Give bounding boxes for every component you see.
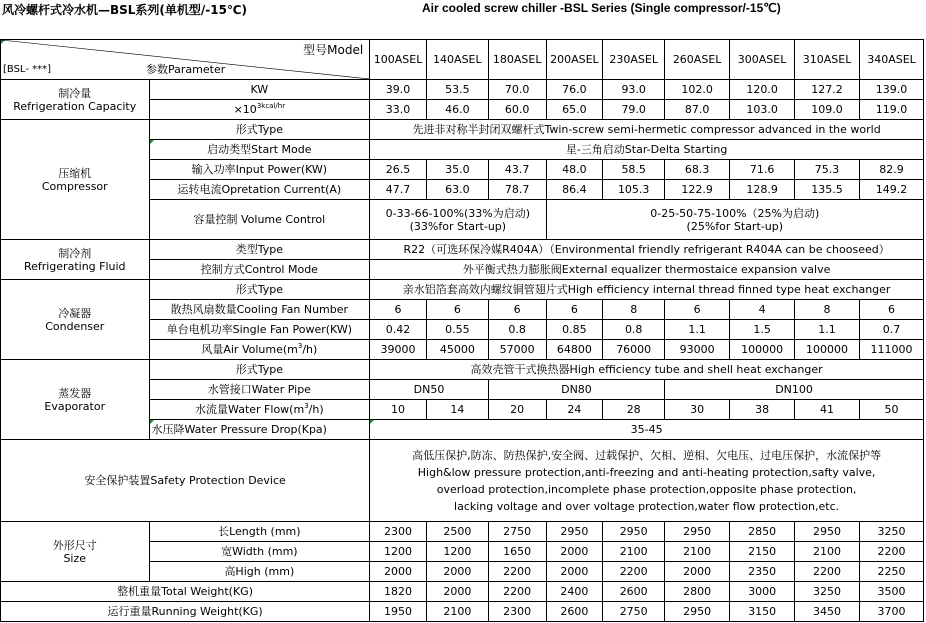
row-label: 长Length (mm) (149, 522, 370, 542)
value-cell: 0.85 (546, 320, 603, 340)
group-refrigerant (1, 240, 150, 280)
group-refrigeration (1, 80, 150, 120)
span-value: 先进非对称半封闭双螺杆式Twin-screw semi-hermetic compressor advanced in the world (370, 120, 924, 140)
volume-control-a (370, 200, 546, 240)
pressure-drop-value: 35-45 (630, 423, 663, 436)
value-cell: 2100 (426, 602, 488, 622)
safety-value (370, 440, 924, 522)
row-label: 形式Type (149, 360, 370, 380)
value-cell: 3000 (730, 582, 795, 602)
value-cell: 79.0 (603, 100, 665, 120)
value-cell: 6 (546, 300, 603, 320)
value-cell: 64800 (546, 340, 603, 360)
value-cell: 1.1 (665, 320, 730, 340)
flow-label-end: /h) (308, 403, 324, 416)
value-cell: 2200 (795, 562, 860, 582)
value-cell: 75.3 (795, 160, 860, 180)
value-cell: 2800 (665, 582, 730, 602)
row-safety (1, 440, 924, 522)
model-cell: 340ASEL (860, 40, 924, 80)
row-evaporator-type (1, 360, 924, 380)
title-english: Air cooled screw chiller -BSL Series (Single compressor/-15℃) (422, 1, 781, 15)
value-cell: 47.7 (370, 180, 427, 200)
value-cell: 128.9 (730, 180, 795, 200)
value-cell: 6 (426, 300, 488, 320)
spec-table (0, 39, 924, 622)
value-cell: 45000 (426, 340, 488, 360)
value-cell: 71.6 (730, 160, 795, 180)
row-length (1, 522, 924, 542)
row-condenser-type (1, 280, 924, 300)
value-cell: 3150 (730, 602, 795, 622)
value-cell: 120.0 (730, 80, 795, 100)
pipe-value: DN80 (488, 380, 664, 400)
value-cell: 0.42 (370, 320, 427, 340)
value-cell: 2950 (665, 522, 730, 542)
value-cell: 0.7 (860, 320, 924, 340)
value-cell: 41 (795, 400, 860, 420)
span-value: R22（可选环保冷媒R404A）（Environmental friendly refrigerant R404A can be chooseed） (370, 240, 924, 260)
value-cell: 2200 (603, 562, 665, 582)
value-cell: 6 (860, 300, 924, 320)
kcal-label: ×10 (233, 103, 257, 116)
value-cell: 2000 (426, 562, 488, 582)
group-condenser (1, 280, 150, 360)
group-label-en: Compressor (41, 179, 108, 193)
value-cell: 3450 (795, 602, 860, 622)
value-cell: 2300 (370, 522, 427, 542)
value-cell: 60.0 (488, 100, 546, 120)
value-cell: 2000 (546, 562, 603, 582)
group-label-en: Size (63, 551, 87, 565)
span-value: 星-三角启动Star-Delta Starting (370, 140, 924, 160)
air-label-sup: 3 (297, 342, 303, 350)
pipe-value: DN50 (370, 380, 489, 400)
row-label: 宽Width (mm) (149, 542, 370, 562)
value-cell: 2100 (795, 542, 860, 562)
group-label-cn: 制冷剂 (58, 246, 92, 260)
group-label-en: Evaporator (44, 399, 106, 413)
value-cell: 0.55 (426, 320, 488, 340)
value-cell: 93000 (665, 340, 730, 360)
value-cell: 1.5 (730, 320, 795, 340)
value-cell: 3250 (860, 522, 924, 542)
value-cell: 2750 (603, 602, 665, 622)
value-cell: 2500 (426, 522, 488, 542)
value-cell: 57000 (488, 340, 546, 360)
value-cell: 48.0 (546, 160, 603, 180)
row-label: 散热风扇数量Cooling Fan Number (149, 300, 370, 320)
group-label-cn: 蒸发器 (58, 386, 92, 400)
value-cell: 65.0 (546, 100, 603, 120)
value-cell: 2000 (546, 542, 603, 562)
value-cell: 1200 (426, 542, 488, 562)
value-cell: 2000 (370, 562, 427, 582)
header-diagonal-cell (1, 40, 370, 80)
value-cell: 76000 (603, 340, 665, 360)
row-label: KW (149, 80, 370, 100)
model-cell: 180ASEL (488, 40, 546, 80)
value-cell: 100000 (795, 340, 860, 360)
model-cell: 260ASEL (665, 40, 730, 80)
value-cell: 58.5 (603, 160, 665, 180)
value-cell: 139.0 (860, 80, 924, 100)
value-cell: 0.8 (488, 320, 546, 340)
kcal-unit: 3kcal/hr (256, 102, 286, 110)
group-label-cn: 冷凝器 (58, 306, 92, 320)
value-cell: 63.0 (426, 180, 488, 200)
safety-label: 安全保护装置Safety Protection Device (1, 440, 370, 522)
value-cell: 6 (665, 300, 730, 320)
value-cell: 2100 (603, 542, 665, 562)
value-cell: 4 (730, 300, 795, 320)
row-running-weight (1, 602, 924, 622)
parameter-label: 参数Parameter (146, 63, 226, 76)
volume-control-b (546, 200, 923, 240)
group-label-en: Condenser (45, 319, 105, 333)
group-compressor (1, 120, 150, 240)
value-cell: 135.5 (795, 180, 860, 200)
bsl-label: [BSL- ***] (3, 64, 52, 75)
model-cell: 100ASEL (370, 40, 427, 80)
group-label-en: Refrigerating Fluid (23, 259, 126, 273)
value-cell: 1950 (370, 602, 427, 622)
row-label: 类型Type (149, 240, 370, 260)
value-cell: 35.0 (426, 160, 488, 180)
value-cell: 8 (603, 300, 665, 320)
value-cell: 2200 (488, 562, 546, 582)
value-cell: 53.5 (426, 80, 488, 100)
row-label (149, 340, 370, 360)
model-cell: 230ASEL (603, 40, 665, 80)
value-cell: 102.0 (665, 80, 730, 100)
safety-line-4: lacking voltage and over voltage protection,water flow protection,etc. (454, 499, 840, 513)
value-cell: 2350 (730, 562, 795, 582)
value-cell: 14 (426, 400, 488, 420)
row-label: 运转电流Opretation Current(A) (149, 180, 370, 200)
row-label (149, 400, 370, 420)
value-cell: 2950 (665, 602, 730, 622)
value-cell: 122.9 (665, 180, 730, 200)
model-cell: 310ASEL (795, 40, 860, 80)
span-value: 亲水铝箔套高效内螺纹铜管翅片式High efficiency internal thread finned type heat exchanger (370, 280, 924, 300)
value-cell: 10 (370, 400, 427, 420)
value-cell: 2400 (546, 582, 603, 602)
volume-b-line2: (25%for Start-up) (686, 219, 783, 233)
value-cell: 2000 (665, 562, 730, 582)
value-cell: 28 (603, 400, 665, 420)
group-evaporator (1, 360, 150, 440)
pipe-value: DN100 (665, 380, 924, 400)
model-label: 型号Model (303, 43, 364, 57)
row-total-weight (1, 582, 924, 602)
row-label: 控制方式Control Mode (149, 260, 370, 280)
start-mode-label: 启动类型Start Mode (207, 143, 312, 156)
volume-a-line2: (33%for Start-up) (409, 219, 507, 233)
value-cell: 6 (488, 300, 546, 320)
value-cell: 87.0 (665, 100, 730, 120)
value-cell: 50 (860, 400, 924, 420)
value-cell: 1820 (370, 582, 427, 602)
row-label (149, 140, 370, 160)
value-cell: 2300 (488, 602, 546, 622)
air-label: 风量Air Volume(m (201, 343, 298, 356)
value-cell: 109.0 (795, 100, 860, 120)
group-size (1, 522, 150, 582)
air-label-end: /h) (302, 343, 318, 356)
value-cell: 0.8 (603, 320, 665, 340)
value-cell: 111000 (860, 340, 924, 360)
value-cell: 38 (730, 400, 795, 420)
value-cell: 2150 (730, 542, 795, 562)
value-cell: 2250 (860, 562, 924, 582)
value-cell: 8 (795, 300, 860, 320)
title-chinese: 风冷螺杆式冷水机—BSL系列(单机型/-15℃) (2, 3, 247, 17)
row-label: 运行重量Running Weight(KG) (1, 602, 370, 622)
model-cell: 200ASEL (546, 40, 603, 80)
value-cell: 127.2 (795, 80, 860, 100)
value-cell: 105.3 (603, 180, 665, 200)
value-cell: 119.0 (860, 100, 924, 120)
value-cell: 30 (665, 400, 730, 420)
volume-b-line1: 0-25-50-75-100%（25%为启动) (650, 206, 820, 220)
value-cell: 33.0 (370, 100, 427, 120)
model-cell: 300ASEL (730, 40, 795, 80)
cell-marker-icon (150, 420, 154, 424)
value-cell: 26.5 (370, 160, 427, 180)
value-cell: 149.2 (860, 180, 924, 200)
pressure-drop-label: 水压降Water Pressure Drop(Kpa) (151, 423, 327, 436)
value-cell: 86.4 (546, 180, 603, 200)
value-cell: 1.1 (795, 320, 860, 340)
row-label: 形式Type (149, 280, 370, 300)
safety-line-3: overload protection,incomplete phase protection,opposite phase protection, (436, 482, 857, 496)
value-cell: 78.7 (488, 180, 546, 200)
value-cell: 43.7 (488, 160, 546, 180)
value-cell: 2950 (795, 522, 860, 542)
row-label: 整机重量Total Weight(KG) (1, 582, 370, 602)
value-cell: 2950 (603, 522, 665, 542)
row-label: 形式Type (149, 120, 370, 140)
value-cell: 68.3 (665, 160, 730, 180)
value-cell: 2200 (488, 582, 546, 602)
value-cell: 70.0 (488, 80, 546, 100)
header-row (1, 40, 924, 80)
value-cell: 2600 (546, 602, 603, 622)
value-cell: 1200 (370, 542, 427, 562)
row-label: 输入功率Input Power(KW) (149, 160, 370, 180)
value-cell: 2600 (603, 582, 665, 602)
row-label (149, 100, 370, 120)
value-cell: 2950 (546, 522, 603, 542)
value-cell: 3700 (860, 602, 924, 622)
value-cell: 82.9 (860, 160, 924, 180)
value-cell: 20 (488, 400, 546, 420)
model-cell: 140ASEL (426, 40, 488, 80)
value-cell: 2750 (488, 522, 546, 542)
row-label: 高High (mm) (149, 562, 370, 582)
row-label: 水管接口Water Pipe (149, 380, 370, 400)
value-cell: 2000 (426, 582, 488, 602)
flow-label-sup: 3 (304, 402, 309, 410)
flow-label: 水流量Water Flow(m (195, 403, 305, 416)
group-label-cn: 外形尺寸 (52, 538, 97, 552)
value-cell: 39.0 (370, 80, 427, 100)
row-refrigerant-type (1, 240, 924, 260)
value-cell: 103.0 (730, 100, 795, 120)
value-cell: 93.0 (603, 80, 665, 100)
value-cell: 3250 (795, 582, 860, 602)
value-cell: 3500 (860, 582, 924, 602)
cell-marker-icon (370, 420, 374, 424)
safety-line-1: 高低压保护,防冻、防热保护,安全阀、过载保护、欠相、逆相、欠电压、过电压保护，水流保护等 (412, 448, 882, 462)
value-cell: 2100 (665, 542, 730, 562)
value-cell: 2850 (730, 522, 795, 542)
value-cell: 1650 (488, 542, 546, 562)
row-compressor-type (1, 120, 924, 140)
value-cell: 6 (370, 300, 427, 320)
row-label (149, 420, 370, 440)
volume-a-line1: 0-33-66-100%(33%为启动) (385, 206, 531, 220)
value-cell: 76.0 (546, 80, 603, 100)
value-cell: 24 (546, 400, 603, 420)
group-label-en: Refrigeration Capacity (13, 99, 137, 113)
span-value (370, 420, 924, 440)
value-cell: 100000 (730, 340, 795, 360)
group-label-cn: 压缩机 (58, 166, 92, 180)
row-label: 单台电机功率Single Fan Power(KW) (149, 320, 370, 340)
group-label-cn: 制冷量 (58, 86, 92, 100)
row-label: 容量控制 Volume Control (149, 200, 370, 240)
value-cell: 46.0 (426, 100, 488, 120)
span-value: 外平衡式热力膨胀阀External equalizer thermostaice expansion valve (370, 260, 924, 280)
cell-marker-icon (150, 140, 154, 144)
safety-line-2: High&low pressure protection,anti-freezing and anti-heating protection,safty valve, (417, 465, 876, 479)
row-capacity-kw (1, 80, 924, 100)
span-value: 高效壳管干式换热器High efficiency tube and shell heat exchanger (370, 360, 924, 380)
value-cell: 2200 (860, 542, 924, 562)
value-cell: 39000 (370, 340, 427, 360)
